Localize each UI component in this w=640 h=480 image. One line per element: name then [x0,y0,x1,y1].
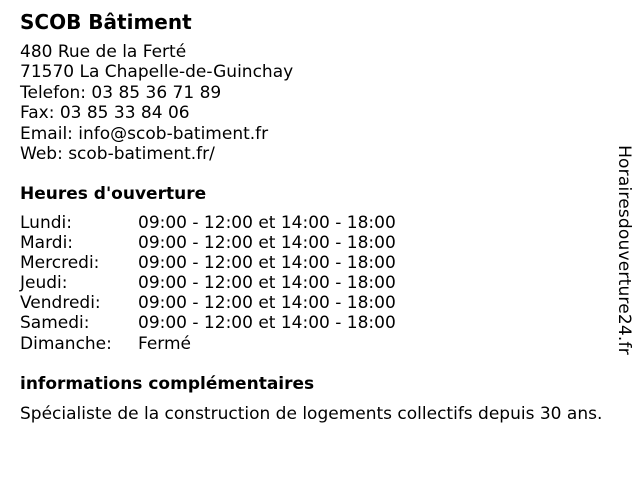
phone-text: Telefon: 03 85 36 71 89 [20,82,222,103]
hours-value: 09:00 - 12:00 et 14:00 - 18:00 [138,213,396,233]
hours-row-monday [20,213,396,233]
fax-text: Fax: 03 85 33 84 06 [20,103,190,124]
hours-row-sunday [20,334,396,354]
watermark-text: Horairesdouverture24.fr [614,145,634,355]
hours-value: Fermé [138,333,192,354]
address-line-1: 480 Rue de la Ferté [20,42,187,62]
additional-info-text: Spécialiste de la construction de logements collectifs depuis 30 ans. [20,404,603,424]
hours-value: 09:00 - 12:00 et 14:00 - 18:00 [138,233,396,254]
hours-row-saturday [20,313,396,333]
hours-value: 09:00 - 12:00 et 14:00 - 18:00 [138,273,396,294]
hours-value: 09:00 - 12:00 et 14:00 - 18:00 [138,253,396,274]
business-card [20,9,620,164]
day-label: Vendredi: [20,293,101,314]
day-label: Mardi: [20,233,74,254]
day-label: Samedi: [20,313,90,334]
hours-row-tuesday [20,233,396,253]
day-label: Dimanche: [20,333,112,354]
opening-hours-list [20,213,396,354]
address-line-2: 71570 La Chapelle-de-Guinchay [20,62,294,83]
hours-row-thursday [20,273,396,293]
hours-row-wednesday [20,253,396,273]
hours-value: 09:00 - 12:00 et 14:00 - 18:00 [138,293,396,314]
business-name: SCOB Bâtiment [20,10,192,34]
email-text: Email: info@scob-batiment.fr [20,123,269,144]
hours-value: 09:00 - 12:00 et 14:00 - 18:00 [138,313,396,334]
opening-hours-title: Heures d'ouverture [20,184,207,204]
day-label: Lundi: [20,213,72,233]
website-text: Web: scob-batiment.fr/ [20,144,215,165]
additional-info-title: informations complémentaires [20,374,315,394]
day-label: Jeudi: [20,273,68,294]
day-label: Mercredi: [20,253,100,274]
hours-row-friday [20,293,396,313]
